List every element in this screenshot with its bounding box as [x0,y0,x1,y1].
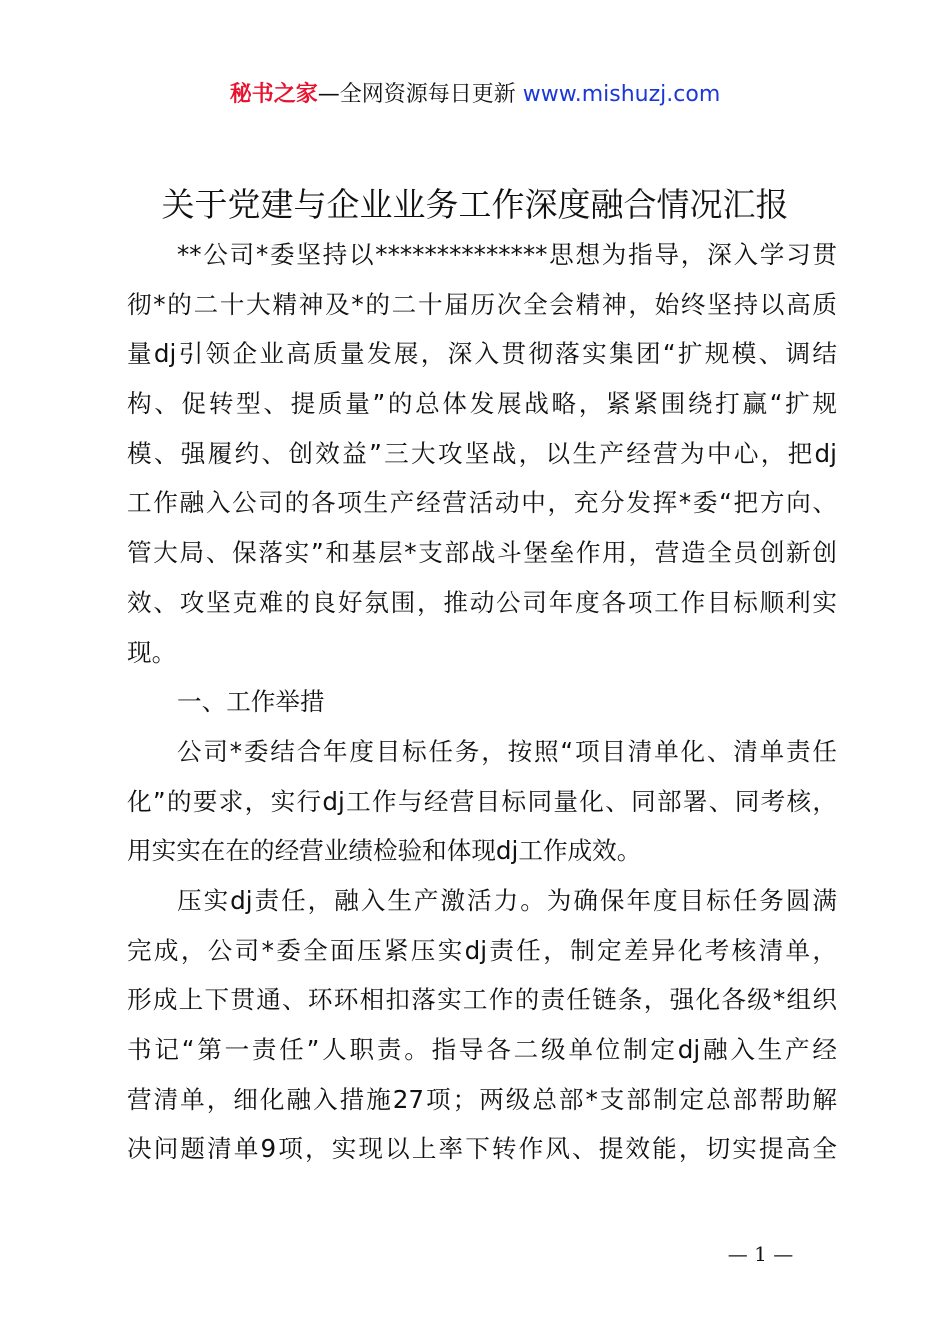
body-line: **公司*委坚持以**************思想为指导，深入学习贯 [177,240,837,269]
body-line: 彻*的二十大精神及*的二十届历次全会精神，始终坚持以高质 [127,289,837,319]
body-line: 模、强履约、创效益”三大攻坚战，以生产经营为中心，把dj [127,438,837,468]
body-line: 化”的要求，实行dj工作与经营目标同量化、同部署、同考核， [127,786,837,816]
document-body [127,230,837,1174]
body-line: 构、促转型、提质量”的总体发展战略，紧紧围绕打赢“扩规 [127,389,837,419]
body-line: 管大局、保落实”和基层*支部战斗堡垒作用，营造全员创新创 [127,538,837,568]
body-line: 现。 [127,637,177,667]
body-line: 营清单，细化融入措施27项；两级总部*支部制定总部帮助解 [127,1084,837,1114]
document-title: 关于党建与企业业务工作深度融合情况汇报 [161,185,789,224]
page-number: — 1 — [727,1242,794,1266]
body-line: 书记“第一责任”人职责。指导各二级单位制定dj融入生产经 [127,1035,837,1064]
body-line: 形成上下贯通、环环相扣落实工作的责任链条，强化各级*组织 [127,985,837,1015]
header-tagline: —全网资源每日更新 [317,82,516,107]
body-line: 压实dj责任，融入生产激活力。为确保年度目标任务圆满 [177,885,837,915]
body-line: 工作融入公司的各项生产经营活动中，充分发挥*委“把方向、 [127,488,837,518]
body-line: 量dj引领企业高质量发展，深入贯彻落实集团“扩规模、调结 [127,339,837,369]
section-heading: 一、工作举措 [177,687,325,717]
site-header [0,80,950,110]
body-line: 用实实在在的经营业绩检验和体现dj工作成效。 [127,836,642,866]
body-line: 公司*委结合年度目标任务，按照“项目清单化、清单责任 [177,736,837,766]
header-url-link[interactable]: www.mishuzj.com [522,82,721,107]
body-line: 完成，公司*委全面压紧压实dj责任，制定差异化考核清单， [127,935,837,965]
brand-name: 秘书之家 [229,82,318,107]
body-line: 效、攻坚克难的良好氛围，推动公司年度各项工作目标顺利实 [127,587,837,617]
body-line: 决问题清单9项，实现以上率下转作风、提效能，切实提高全 [127,1134,837,1164]
